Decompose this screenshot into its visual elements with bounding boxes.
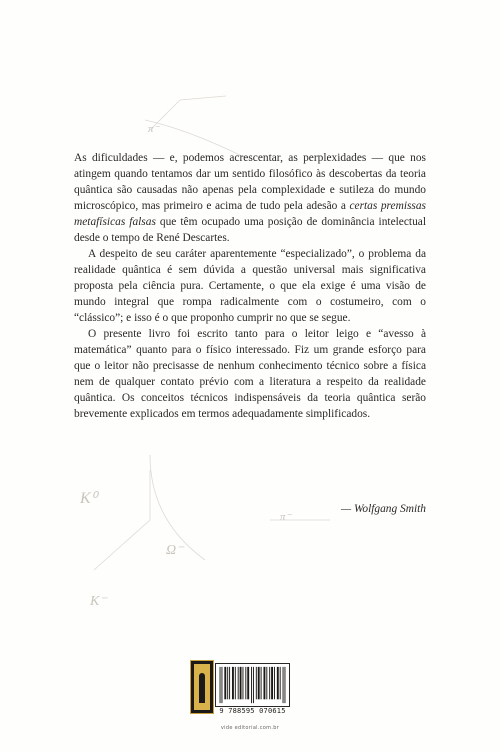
- emphasis-text: certas premissas metafísicas falsas: [74, 200, 426, 228]
- paragraph: O presente livro foi escrito tanto para o leitor leigo e “avesso à matemática” quanto para o físico interessado. Fiz um grande esforço para que o leitor não precisasse de nenhum conhecimento técnico sobre a física nem de qualquer contato prévio com a literatura a respeito da realidade quântica. Os conceitos técnicos indispensáveis da teoria quântica serão brevemente explicados em termos adequadamente simplificados.: [74, 328, 426, 420]
- paragraph: A despeito de seu caráter aparentemente “especializado”, o problema da realidade quântica é sem dúvida a questão universal mais significativa proposta pela ciência pura. Certamente, o que ela exige é uma visão de mundo integral que rompa radicalmente com o costumeiro, com o “clássico”; e isso é o que proponho cumprir no que se segue.: [74, 248, 426, 324]
- k-zero-symbol: K⁰: [80, 490, 98, 507]
- paragraph: As dificuldades — e, podemos acrescentar, as perplexidades — que nos atingem quando tentamos dar um sentido filosófico às descobertas da teoria quântica são causadas não apenas pela complexidade e sutileza do mundo microscópico, mas primeiro e acima de tudo pela adesão a certas premissas metafísicas falsas que têm ocupado uma posição de dominância intelectual desde o tempo de René Descartes.: [74, 152, 426, 244]
- pi-minus-symbol: π⁻: [148, 123, 160, 135]
- back-cover-text: [74, 150, 426, 422]
- omega-minus-symbol: Ω⁻: [166, 543, 184, 558]
- track-line: [180, 96, 226, 100]
- k-minus-symbol: K⁻: [90, 594, 107, 609]
- publisher-logo: [190, 660, 214, 714]
- isbn-barcode: [190, 660, 290, 720]
- track-line: [94, 520, 150, 570]
- author-signature: — Wolfgang Smith: [340, 503, 426, 515]
- isbn-number: 9 788595 070615: [219, 707, 286, 715]
- barcode-bars: [215, 663, 290, 707]
- publisher-website: vide editorial.com.br: [220, 725, 280, 731]
- pi-minus-symbol: π⁻: [280, 511, 292, 523]
